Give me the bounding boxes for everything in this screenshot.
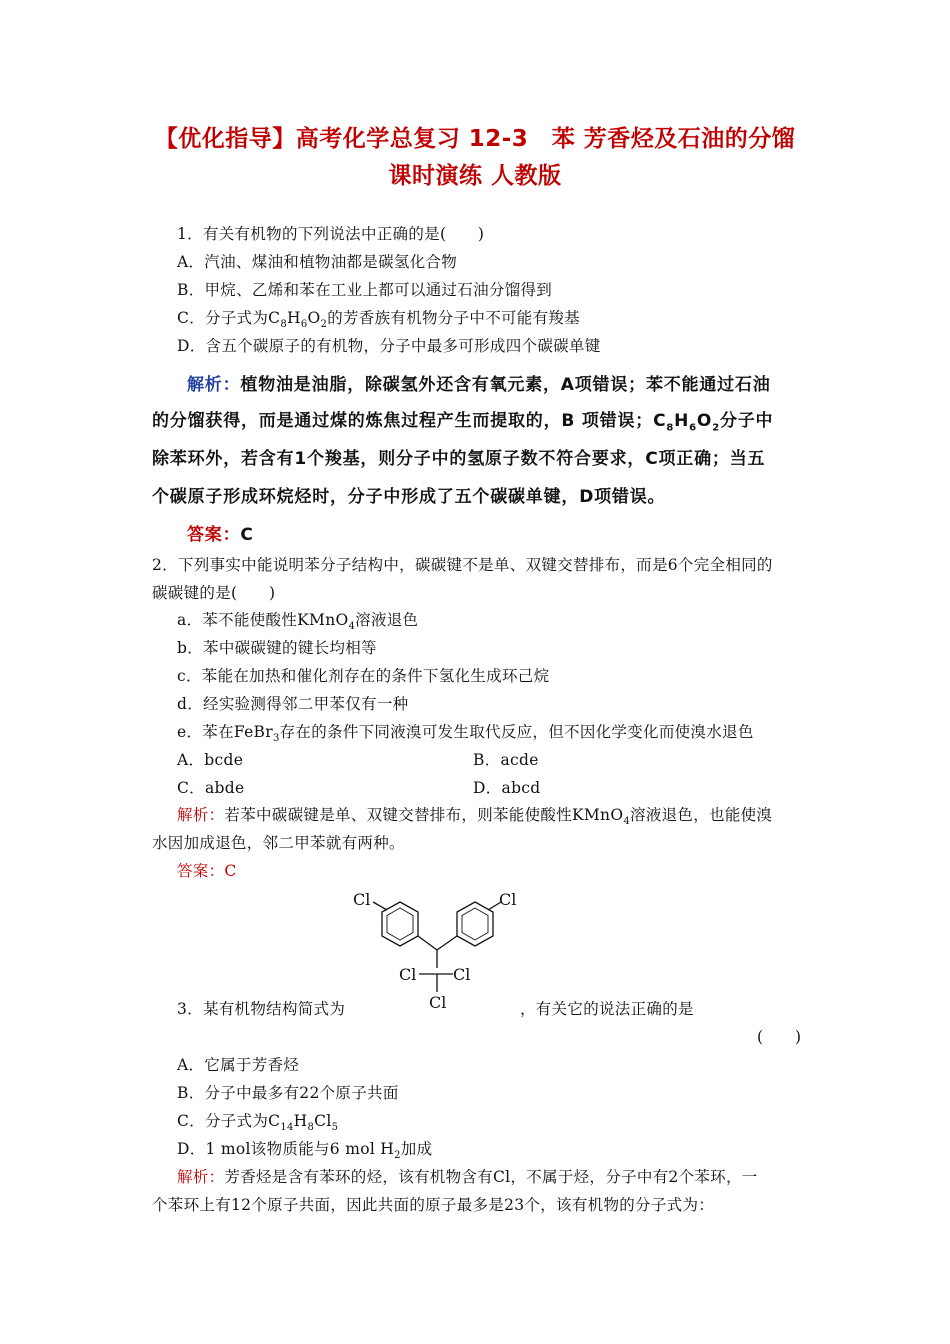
q3-stem-prefix: 3．某有机物结构简式为	[177, 1000, 346, 1018]
q1-option-c: C．分子式为$C_8H_6O_2$的芳香族有机物分子中不可能有羧基	[177, 309, 580, 331]
q1-analysis-line1: 解析：植物油是油脂，除碳氢外还含有氧元素，A项错误；苯不能通过石油	[187, 375, 771, 395]
q2-statement-d: d．经实验测得邻二甲苯仅有一种	[177, 695, 409, 713]
q1-option-d: D．含五个碳原子的有机物，分子中最多可形成四个碳碳单键	[177, 337, 601, 355]
q2-stem-line1: 2．下列事实中能说明苯分子结构中，碳碳键不是单、双键交替排布，而是6个完全相同的	[152, 556, 773, 574]
q2-option-a: A．bcde	[177, 751, 244, 769]
q2-analysis-line1: 解析：若苯中碳碳键是单、双键交替排布，则苯能使酸性KMnO$_4$溶液退色，也能使溴	[177, 806, 773, 828]
q3-stem-suffix: ，有关它的说法正确的是	[520, 1000, 694, 1018]
struct-cl-left: Cl	[353, 890, 371, 909]
q2-statement-a: a．苯不能使酸性KMnO$_4$溶液退色	[177, 611, 419, 633]
q3-analysis-line2: 个苯环上有12个原子共面，因此共面的原子最多是23个，该有机物的分子式为：	[152, 1196, 715, 1214]
q2-option-d: D．abcd	[473, 779, 541, 797]
struct-ccl-right: Cl	[453, 965, 471, 984]
struct-ccl-bottom: Cl	[429, 993, 447, 1012]
q3-option-d: D．1 mol该物质能与6 mol $H_2$加成	[177, 1140, 433, 1162]
q1-option-a: A．汽油、煤油和植物油都是碳氢化合物	[177, 253, 458, 271]
q3-option-b: B．分子中最多有22个原子共面	[177, 1084, 399, 1102]
q2-stem-line2: 碳碳键的是( )	[152, 584, 276, 602]
q3-option-a: A．它属于芳香烃	[177, 1056, 300, 1074]
q2-statement-e: e．苯在FeBr$_3$存在的条件下同液溴可发生取代反应，但不因化学变化而使溴水退色	[177, 723, 754, 745]
q2-statement-b: b．苯中碳碳键的键长均相等	[177, 639, 377, 657]
q3-answer-paren: ( )	[757, 1028, 802, 1046]
struct-cl-right: Cl	[499, 890, 517, 909]
q2-analysis-line2: 水因加成退色，邻二甲苯就有两种。	[152, 834, 405, 852]
q2-option-c: C．abde	[177, 779, 245, 797]
q1-analysis-line2: 的分馏获得，而是通过煤的炼焦过程产生而提取的，B 项错误；$C_8H_6O_2$分子中	[152, 411, 774, 434]
q1-stem: 1．有关有机物的下列说法中正确的是( )	[177, 225, 485, 243]
struct-ccl-left: Cl	[399, 965, 417, 984]
q2-analysis-label: 解析：	[177, 806, 225, 824]
q2-option-b: B．acde	[473, 751, 539, 769]
q1-answer: 答案：C	[187, 525, 254, 545]
q3-analysis-line1: 解析：芳香烃是含有苯环的烃，该有机物含有Cl，不属于烃，分子中有2个苯环，一	[177, 1168, 758, 1186]
document-title-line2: 课时演练 人教版	[388, 163, 562, 189]
q1-option-b: B．甲烷、乙烯和苯在工业上都可以通过石油分馏得到	[177, 281, 553, 299]
q1-analysis-line4: 个碳原子形成环烷烃时，分子中形成了五个碳碳单键，D项错误。	[152, 487, 666, 507]
q1-analysis-line3: 除苯环外，若含有1个羧基，则分子中的氢原子数不符合要求，C项正确；当五	[152, 449, 766, 469]
q2-answer: 答案：C	[177, 862, 237, 880]
q3-structure-diagram	[345, 886, 545, 1016]
q1-analysis-label: 解析：	[187, 375, 241, 395]
document-title-line1: 【优化指导】高考化学总复习 12-3 苯 芳香烃及石油的分馏	[154, 126, 796, 152]
q2-statement-c: c．苯能在加热和催化剂存在的条件下氢化生成环己烷	[177, 667, 550, 685]
q3-analysis-label: 解析：	[177, 1168, 225, 1186]
q3-option-c: C．分子式为$C_{14}H_8Cl_5$	[177, 1112, 339, 1134]
